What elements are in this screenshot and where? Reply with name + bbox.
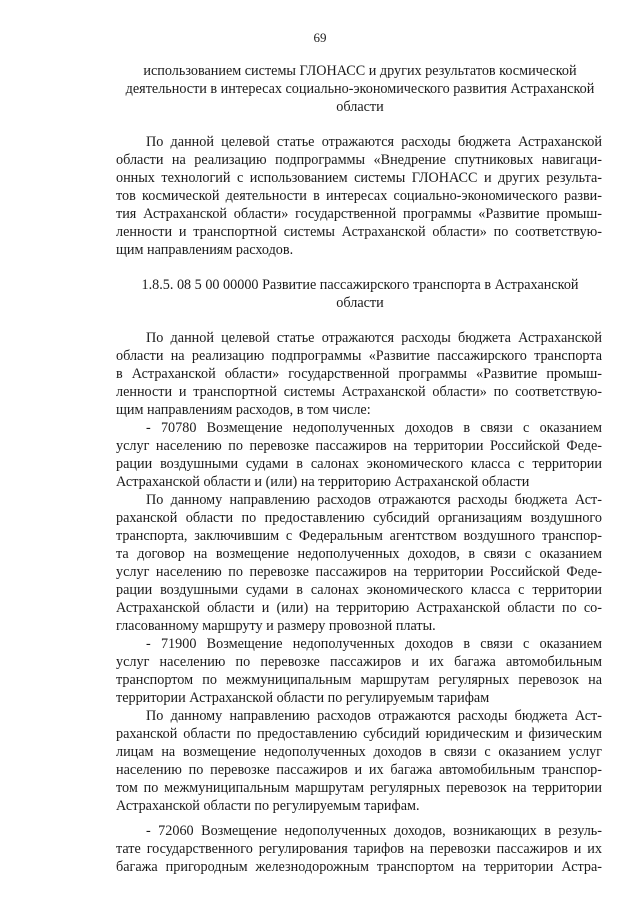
paragraph-line: услуг населению по перевозке пассажиров на территории Российской Феде- (116, 564, 602, 580)
heading-line: использованием системы ГЛОНАСС и других результатов космической (143, 63, 577, 79)
heading-line: 1.8.5. 08 5 00 00000 Развитие пассажирского транспорта в Астраханской (141, 277, 579, 293)
heading-line: области (336, 295, 384, 311)
paragraph-line: багажа пригородным железнодорожным транспортом на территории Астра- (116, 859, 602, 875)
paragraph-line: лицам на возмещение недополученных доходов в связи с оказанием услуг (116, 744, 602, 760)
paragraph-line: тате государственного регулирования тарифов на перевозки пассажиров и их (116, 841, 602, 857)
paragraph-line: услуг населению по перевозке пассажиров и их багажа автомобильным (116, 654, 602, 670)
paragraph-line: По данной целевой статье отражаются расходы бюджета Астраханской (146, 134, 602, 150)
paragraph-line: - 71900 Возмещение недополученных доходов в связи с оказанием (146, 636, 602, 652)
paragraph-line: - 70780 Возмещение недополученных доходов в связи с оказанием (146, 420, 602, 436)
page-number: 69 (313, 30, 327, 45)
paragraph-line: населению по перевозке пассажиров и их багажа автомобильным транспор- (116, 762, 602, 778)
paragraph-line: в Астраханской области» государственной программы «Развитие промыш- (116, 366, 602, 382)
heading-line: деятельности в интересах социально-экономического развития Астраханской (125, 81, 595, 97)
paragraph-line: транспортом по межмуниципальным маршрутам регулярных перевозок на (116, 672, 602, 688)
paragraph-line: По данному направлению расходов отражаются расходы бюджета Аст- (146, 708, 602, 724)
paragraph-line: рации воздушными судами в салонах экономического класса с территории (116, 456, 602, 472)
paragraph-line: тов космической деятельности в интересах социально-экономического разви- (116, 188, 602, 204)
paragraph-line: рации воздушными судами в салонах экономического класса с территории (116, 582, 602, 598)
paragraph-line: По данному направлению расходов отражаются расходы бюджета Аст- (146, 492, 602, 508)
paragraph-line: - 72060 Возмещение недополученных доходов, возникающих в резуль- (146, 823, 602, 839)
paragraph-line: раханской области по предоставлению субсидий организациям воздушного (116, 510, 602, 526)
paragraph-line: раханской области по предоставлению субсидий юридическим и физическим (116, 726, 602, 742)
paragraph-line: Астраханской области по регулируемым тарифам. (116, 798, 420, 814)
paragraph-line: та договор на возмещение недополученных доходов, в связи с оказанием (116, 546, 602, 562)
paragraph-line: области на реализацию подпрограммы «Внедрение спутниковых навигаци- (116, 152, 602, 168)
paragraph-line: услуг населению по перевозке пассажиров на территории Российской Феде- (116, 438, 602, 454)
paragraph-line: По данной целевой статье отражаются расходы бюджета Астраханской (146, 330, 602, 346)
paragraph-line: области на реализацию подпрограммы «Развитие пассажирского транспорта (116, 348, 602, 364)
paragraph-line: транспорта, заключившим с Федеральным агентством воздушного транспор- (116, 528, 602, 544)
paragraph-line: территории Астраханской области по регулируемым тарифам (116, 690, 490, 706)
paragraph-line: гласованному маршруту и размеру провозной платы. (116, 618, 436, 634)
paragraph-line: ленности и транспортной системы Астраханской области» по соответствую- (116, 384, 602, 400)
paragraph-line: онных технологий с использованием системы ГЛОНАСС и других результа- (116, 170, 602, 186)
paragraph-line: тия Астраханской области» государственной программы «Развитие промыш- (116, 206, 602, 222)
heading-line: области (336, 99, 384, 115)
paragraph-line: щим направлениям расходов, в том числе: (116, 402, 371, 418)
paragraph-line: том по межмуниципальным маршрутам регулярных перевозок на территории (116, 780, 602, 796)
paragraph-line: щим направлениям расходов. (116, 242, 294, 258)
paragraph-line: Астраханской области и (или) на территорию Астраханской области (116, 474, 530, 490)
paragraph-line: ленности и транспортной системы Астраханской области» по соответствую- (116, 224, 602, 240)
paragraph-line: Астраханской области и (или) на территорию Астраханской области по со- (116, 600, 602, 616)
